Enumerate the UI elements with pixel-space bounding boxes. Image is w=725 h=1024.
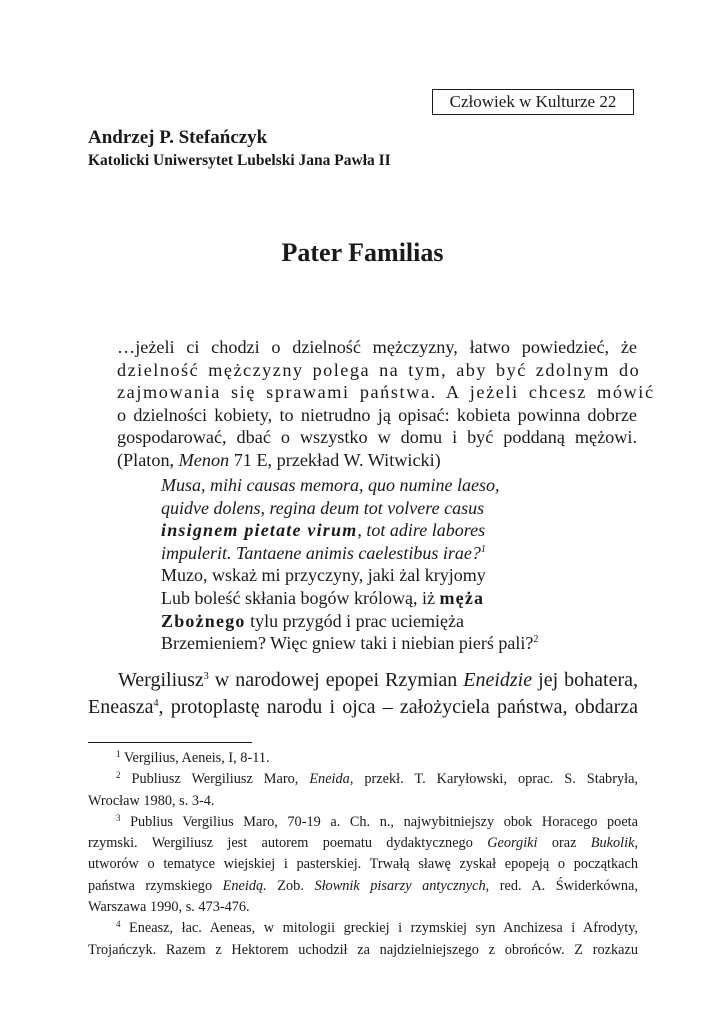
journal-name: Człowiek w Kulturze 22 (449, 92, 617, 111)
polish-verse-line (161, 587, 601, 610)
footnote-3-cont (88, 833, 638, 854)
citation-prefix: (Platon, (117, 449, 179, 470)
body-text: , protoplastę narodu i ojca – założyciela państwa, obdarza (158, 696, 638, 718)
polish-verse-line (161, 632, 601, 655)
motto-quote (117, 336, 655, 472)
footnote-number: 4 (116, 919, 121, 930)
footnote-text: państwa rzymskiego (88, 877, 223, 894)
polish-verse-line: Muzo, wskaż mi przyczyny, jaki żal kryjomy (161, 565, 486, 586)
footnote-3-cont: utworów o tematyce wiejskiej i pasterskiej. Trwałą sławę zyskał epopeją o początkach (88, 856, 638, 873)
polish-verse-rest: tylu przygód i prac uciemięża (245, 610, 465, 631)
latin-verse-line: Musa, mihi causas memora, quo numine laeso, (161, 475, 500, 495)
footnote-text: Publiusz Wergiliusz Maro, (120, 771, 310, 788)
author-name: Andrzej P. Stefańczyk (88, 127, 268, 148)
body-text: w narodowej epopei Rzymian (208, 669, 464, 691)
footnote-3-cont (88, 876, 638, 897)
work-title: Eneidą. (222, 877, 267, 894)
body-paragraph (88, 667, 638, 721)
work-title: Eneidzie (463, 669, 533, 691)
body-line (88, 694, 638, 721)
body-text: Eneasza (88, 696, 154, 718)
footnote-ref: 3 (203, 671, 209, 682)
footnote-text: Zob. (266, 877, 315, 894)
author-affiliation: Katolicki Uniwersytet Lubelski Jana Pawła II (88, 152, 391, 169)
work-title: Bukolik (590, 835, 635, 852)
footnote-text: Eneasz, łac. Aeneas, w mitologii greckiej i rzymskiej syn Anchizesa i Afrodyty, (120, 920, 638, 937)
footnote-text: Publius Vergilius Maro, 70-19 a. Ch. n., najwybitniejszy obok Horacego poeta (120, 813, 638, 830)
work-title: Eneida (309, 771, 350, 788)
footnote-text: , przekł. T. Karyłowski, oprac. S. Stabryła, (349, 771, 638, 788)
citation-rest: 71 E, przekład W. Witwicki) (229, 449, 441, 470)
polish-verse-line (161, 610, 601, 633)
motto-line: zajmowania się sprawami państwa. A jeżeli chcesz mówić (117, 382, 655, 403)
latin-verse-line: quidve dolens, regina deum tot volvere casus (161, 497, 485, 518)
polish-emphasis: męża (439, 587, 485, 608)
footnote-text: oraz (537, 835, 591, 852)
footnote-text: , (634, 835, 639, 852)
footnote-number: 1 (116, 749, 121, 759)
latin-verse-line (161, 542, 601, 565)
footnote-ref: 2 (533, 634, 539, 646)
footnote-4-cont: Trojańczyk. Razem z Hektorem uchodził za najdzielniejszego z obrońców. Z rozkazu (88, 941, 638, 958)
polish-verse-text: Lub boleść skłania bogów królową, iż (161, 587, 440, 608)
latin-verse-text: impulerit. Tantaene animis caelestibus irae? (161, 542, 481, 563)
polish-verse-text: Brzemieniem? Więc gniew taki i niebian pierś pali? (161, 633, 534, 654)
body-text: jej bohatera, (532, 669, 638, 691)
footnotes (88, 748, 638, 961)
article-title: Pater Familias (281, 238, 444, 267)
footnote-text: , red. A. Świderkówna, (485, 877, 638, 894)
motto-line: dzielność mężczyzny polega na tym, aby być zdolnym do (117, 359, 641, 380)
motto-citation (117, 449, 637, 472)
footnote-number: 2 (116, 770, 121, 781)
latin-verse-rest: , tot adire labores (357, 520, 486, 541)
footnote-4 (88, 918, 638, 939)
citation-work: Menon (178, 449, 230, 470)
motto-line: …jeżeli ci chodzi o dzielność mężczyzny, łatwo powiedzieć, że (117, 337, 637, 357)
work-title: Georgiki (487, 835, 538, 852)
footnote-ref: 1 (480, 543, 486, 555)
journal-name-box (432, 89, 634, 115)
footnote-number: 3 (116, 812, 121, 823)
verse-quote (161, 474, 601, 655)
motto-line: gospodarować, dbać o wszystko w domu i być poddaną mężowi. (117, 427, 637, 448)
footnote-ref: 4 (153, 698, 159, 709)
footnote-3 (88, 812, 638, 833)
footnote-3-cont: Warszawa 1990, s. 473-476. (88, 899, 250, 916)
motto-line: o dzielności kobiety, to nietrudno ją opisać: kobieta powinna dobrze (117, 404, 637, 425)
footnote-text: rzymski. Wergiliusz jest autorem poematu dydaktycznego (88, 835, 488, 852)
footnote-2-cont: Wrocław 1980, s. 3-4. (88, 792, 215, 809)
polish-emphasis: Zbożnego (161, 610, 246, 631)
footnote-1 (88, 748, 638, 769)
latin-verse-line (161, 519, 601, 542)
body-text: Wergiliusz (118, 669, 204, 691)
work-title: Słownik pisarzy antycznych (314, 877, 486, 894)
footnote-2 (88, 769, 638, 790)
footnote-text: Vergilius, Aeneis, I, 8-11. (120, 750, 270, 766)
latin-emphasis: insignem pietate virum (161, 520, 358, 541)
footnote-separator (88, 742, 252, 743)
body-line (88, 667, 638, 694)
